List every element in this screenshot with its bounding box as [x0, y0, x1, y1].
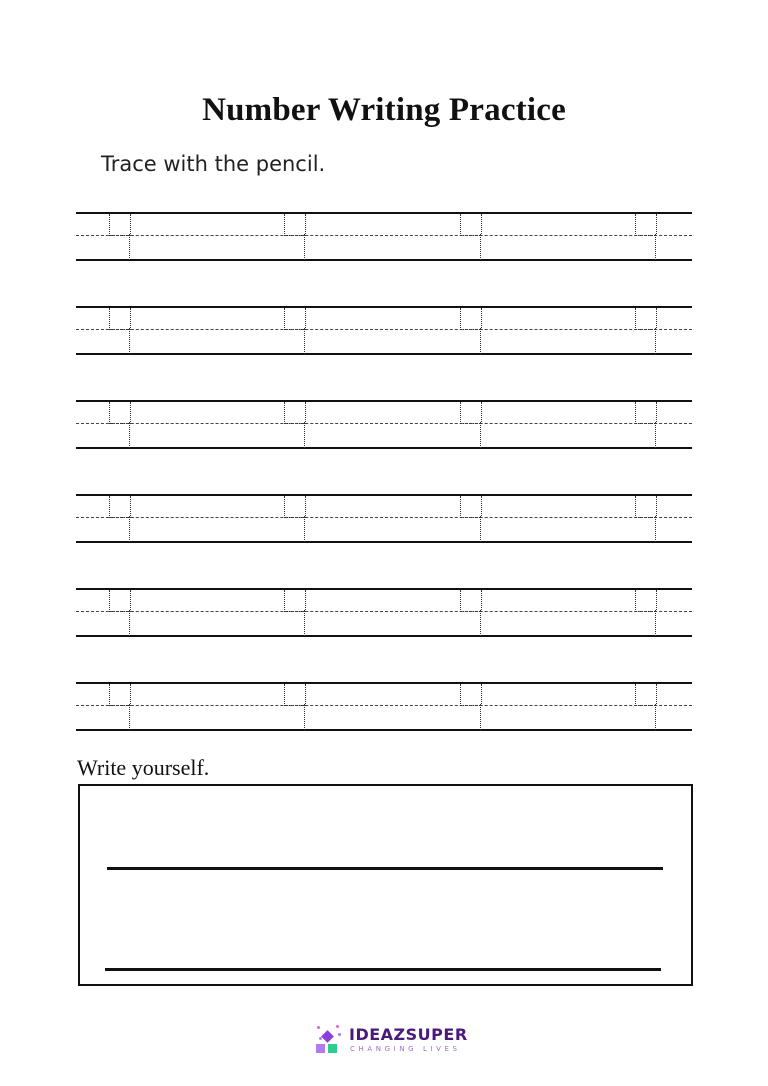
glyph-stem	[655, 328, 656, 354]
dotted-trace-glyph	[635, 402, 657, 448]
glyph-stem	[655, 234, 656, 260]
dotted-trace-glyph	[460, 308, 482, 354]
top-guide-line	[76, 682, 692, 684]
glyph-stem	[304, 610, 305, 636]
glyph-stem	[480, 704, 481, 730]
mid-dashed-line	[76, 517, 692, 518]
glyph-loop	[109, 590, 131, 612]
glyph-loop	[109, 308, 131, 330]
glyph-loop	[635, 402, 657, 424]
write-yourself-label: Write yourself.	[77, 755, 210, 780]
glyph-loop	[460, 402, 482, 424]
dotted-trace-glyph	[460, 214, 482, 260]
top-guide-line	[76, 212, 692, 214]
glyph-stem	[655, 422, 656, 448]
brand-tagline: CHANGING LIVES	[350, 1045, 461, 1053]
top-guide-line	[76, 306, 692, 308]
glyph-stem	[480, 234, 481, 260]
logo-sparkle	[338, 1033, 341, 1036]
dotted-trace-glyph	[635, 214, 657, 260]
dotted-trace-glyph	[460, 684, 482, 730]
glyph-stem	[304, 328, 305, 354]
write-yourself-box[interactable]	[78, 784, 693, 986]
glyph-stem	[480, 422, 481, 448]
trace-row[interactable]	[76, 494, 692, 544]
glyph-loop	[460, 496, 482, 518]
glyph-loop	[635, 214, 657, 236]
glyph-loop	[109, 214, 131, 236]
mid-dashed-line	[76, 329, 692, 330]
logo-sparkle	[336, 1025, 339, 1028]
glyph-loop	[109, 684, 131, 706]
glyph-stem	[129, 328, 130, 354]
write-line	[107, 867, 663, 870]
glyph-loop	[109, 402, 131, 424]
dotted-trace-glyph	[460, 496, 482, 542]
top-guide-line	[76, 400, 692, 402]
dotted-trace-glyph	[284, 590, 306, 636]
dotted-trace-glyph	[109, 214, 131, 260]
write-line	[105, 968, 661, 971]
glyph-loop	[635, 308, 657, 330]
dotted-trace-glyph	[109, 402, 131, 448]
glyph-stem	[655, 610, 656, 636]
glyph-stem	[304, 234, 305, 260]
glyph-stem	[304, 516, 305, 542]
base-guide-line	[76, 259, 692, 261]
dotted-trace-glyph	[284, 684, 306, 730]
glyph-loop	[284, 402, 306, 424]
logo-sparkle	[319, 1037, 322, 1040]
mid-dashed-line	[76, 611, 692, 612]
dotted-trace-glyph	[109, 590, 131, 636]
dotted-trace-glyph	[635, 590, 657, 636]
dotted-trace-glyph	[109, 684, 131, 730]
trace-row[interactable]	[76, 212, 692, 262]
base-guide-line	[76, 353, 692, 355]
glyph-loop	[635, 590, 657, 612]
glyph-loop	[635, 684, 657, 706]
dotted-trace-glyph	[284, 496, 306, 542]
glyph-stem	[655, 704, 656, 730]
glyph-stem	[480, 328, 481, 354]
glyph-loop	[109, 496, 131, 518]
glyph-stem	[304, 422, 305, 448]
dotted-trace-glyph	[109, 308, 131, 354]
mid-dashed-line	[76, 423, 692, 424]
brand-name: IDEAZSUPER	[349, 1025, 468, 1044]
glyph-loop	[460, 590, 482, 612]
dotted-trace-glyph	[460, 590, 482, 636]
mid-dashed-line	[76, 705, 692, 706]
dotted-trace-glyph	[460, 402, 482, 448]
logo-block	[316, 1044, 325, 1053]
mid-dashed-line	[76, 235, 692, 236]
base-guide-line	[76, 635, 692, 637]
base-guide-line	[76, 541, 692, 543]
glyph-stem	[129, 704, 130, 730]
glyph-stem	[655, 516, 656, 542]
top-guide-line	[76, 588, 692, 590]
dotted-trace-glyph	[284, 214, 306, 260]
dotted-trace-glyph	[284, 308, 306, 354]
glyph-stem	[129, 516, 130, 542]
glyph-loop	[635, 496, 657, 518]
glyph-stem	[129, 422, 130, 448]
dotted-trace-glyph	[635, 308, 657, 354]
trace-row[interactable]	[76, 400, 692, 450]
dotted-trace-glyph	[109, 496, 131, 542]
glyph-loop	[284, 496, 306, 518]
dotted-trace-glyph	[284, 402, 306, 448]
glyph-stem	[304, 704, 305, 730]
glyph-stem	[129, 234, 130, 260]
glyph-loop	[460, 684, 482, 706]
building-blocks-icon	[316, 1024, 344, 1056]
logo-sparkle	[317, 1026, 320, 1029]
dotted-trace-glyph	[635, 684, 657, 730]
glyph-loop	[460, 214, 482, 236]
glyph-loop	[284, 214, 306, 236]
logo-block	[328, 1044, 337, 1053]
trace-row[interactable]	[76, 306, 692, 356]
dotted-trace-glyph	[635, 496, 657, 542]
glyph-stem	[480, 516, 481, 542]
base-guide-line	[76, 729, 692, 731]
trace-row[interactable]	[76, 682, 692, 732]
top-guide-line	[76, 494, 692, 496]
glyph-stem	[480, 610, 481, 636]
trace-row[interactable]	[76, 588, 692, 638]
trace-instruction: Trace with the pencil.	[101, 152, 326, 176]
glyph-stem	[129, 610, 130, 636]
brand-footer	[316, 1023, 476, 1057]
glyph-loop	[284, 308, 306, 330]
logo-block	[321, 1030, 334, 1043]
page-title: Number Writing Practice	[202, 92, 566, 128]
glyph-loop	[460, 308, 482, 330]
glyph-loop	[284, 684, 306, 706]
glyph-loop	[284, 590, 306, 612]
base-guide-line	[76, 447, 692, 449]
